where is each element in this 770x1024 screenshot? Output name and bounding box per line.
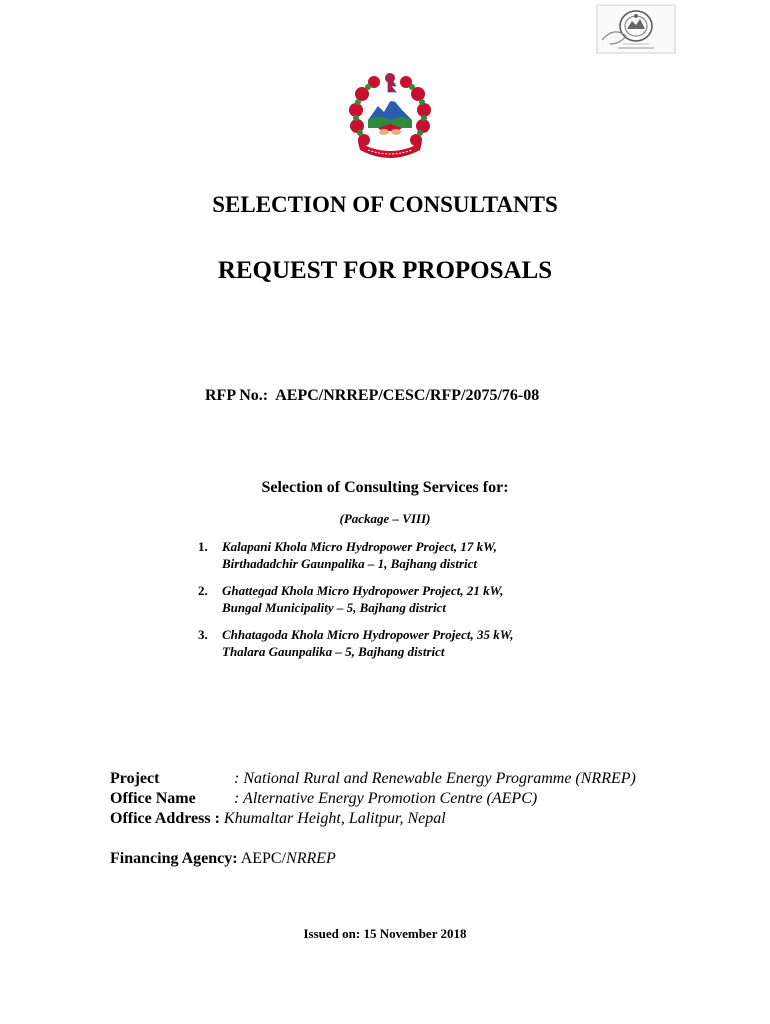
nepal-emblem-icon bbox=[344, 70, 436, 162]
office-name-value: : Alternative Energy Promotion Centre (AEPC) bbox=[234, 790, 538, 807]
services-heading: Selection of Consulting Services for: bbox=[261, 479, 509, 496]
item-line-1: Kalapani Khola Micro Hydropower Project, 17 kW, bbox=[222, 539, 497, 554]
document-title: SELECTION OF CONSULTANTS bbox=[212, 192, 558, 217]
office-address-value: Khumaltar Height, Lalitpur, Nepal bbox=[223, 810, 446, 827]
item-line-2: Bungal Municipality – 5, Bajhang district bbox=[222, 600, 446, 615]
rfp-number: AEPC/NRREP/CESC/RFP/2075/76-08 bbox=[275, 387, 540, 404]
issue-date: Issued on: 15 November 2018 bbox=[303, 926, 467, 941]
item-number: 3. bbox=[198, 627, 208, 642]
project-value: : National Rural and Renewable Energy Programme (NRREP) bbox=[234, 770, 636, 787]
item-line-1: Ghattegad Khola Micro Hydropower Project, 21 kW, bbox=[222, 583, 504, 598]
document-subtitle: REQUEST FOR PROPOSALS bbox=[217, 257, 553, 284]
financing-agency-label: Financing Agency: bbox=[110, 850, 238, 867]
financing-agency-value-italic: NRREP bbox=[286, 850, 336, 867]
office-name-row bbox=[110, 789, 537, 809]
rfp-number-line bbox=[205, 387, 539, 405]
project-label: Project bbox=[110, 770, 160, 787]
office-address-label: Office Address : bbox=[110, 810, 220, 827]
financing-agency-row bbox=[110, 849, 336, 869]
item-line-2: Birthadadchir Gaunpalika – 1, Bajhang district bbox=[222, 556, 478, 571]
package-label: (Package – VIII) bbox=[339, 511, 431, 526]
project-row bbox=[110, 769, 636, 789]
item-line-2: Thalara Gaunpalika – 5, Bajhang district bbox=[222, 644, 445, 659]
item-line-1: Chhatagoda Khola Micro Hydropower Project, 35 kW, bbox=[222, 627, 514, 642]
rfp-label: RFP No.: bbox=[205, 387, 269, 404]
item-number: 1. bbox=[198, 539, 208, 554]
item-number: 2. bbox=[198, 583, 208, 598]
financing-agency-value: AEPC/ bbox=[240, 850, 287, 867]
aepc-seal-icon bbox=[596, 4, 676, 54]
office-name-label: Office Name bbox=[110, 790, 196, 807]
office-address-row bbox=[110, 809, 446, 829]
